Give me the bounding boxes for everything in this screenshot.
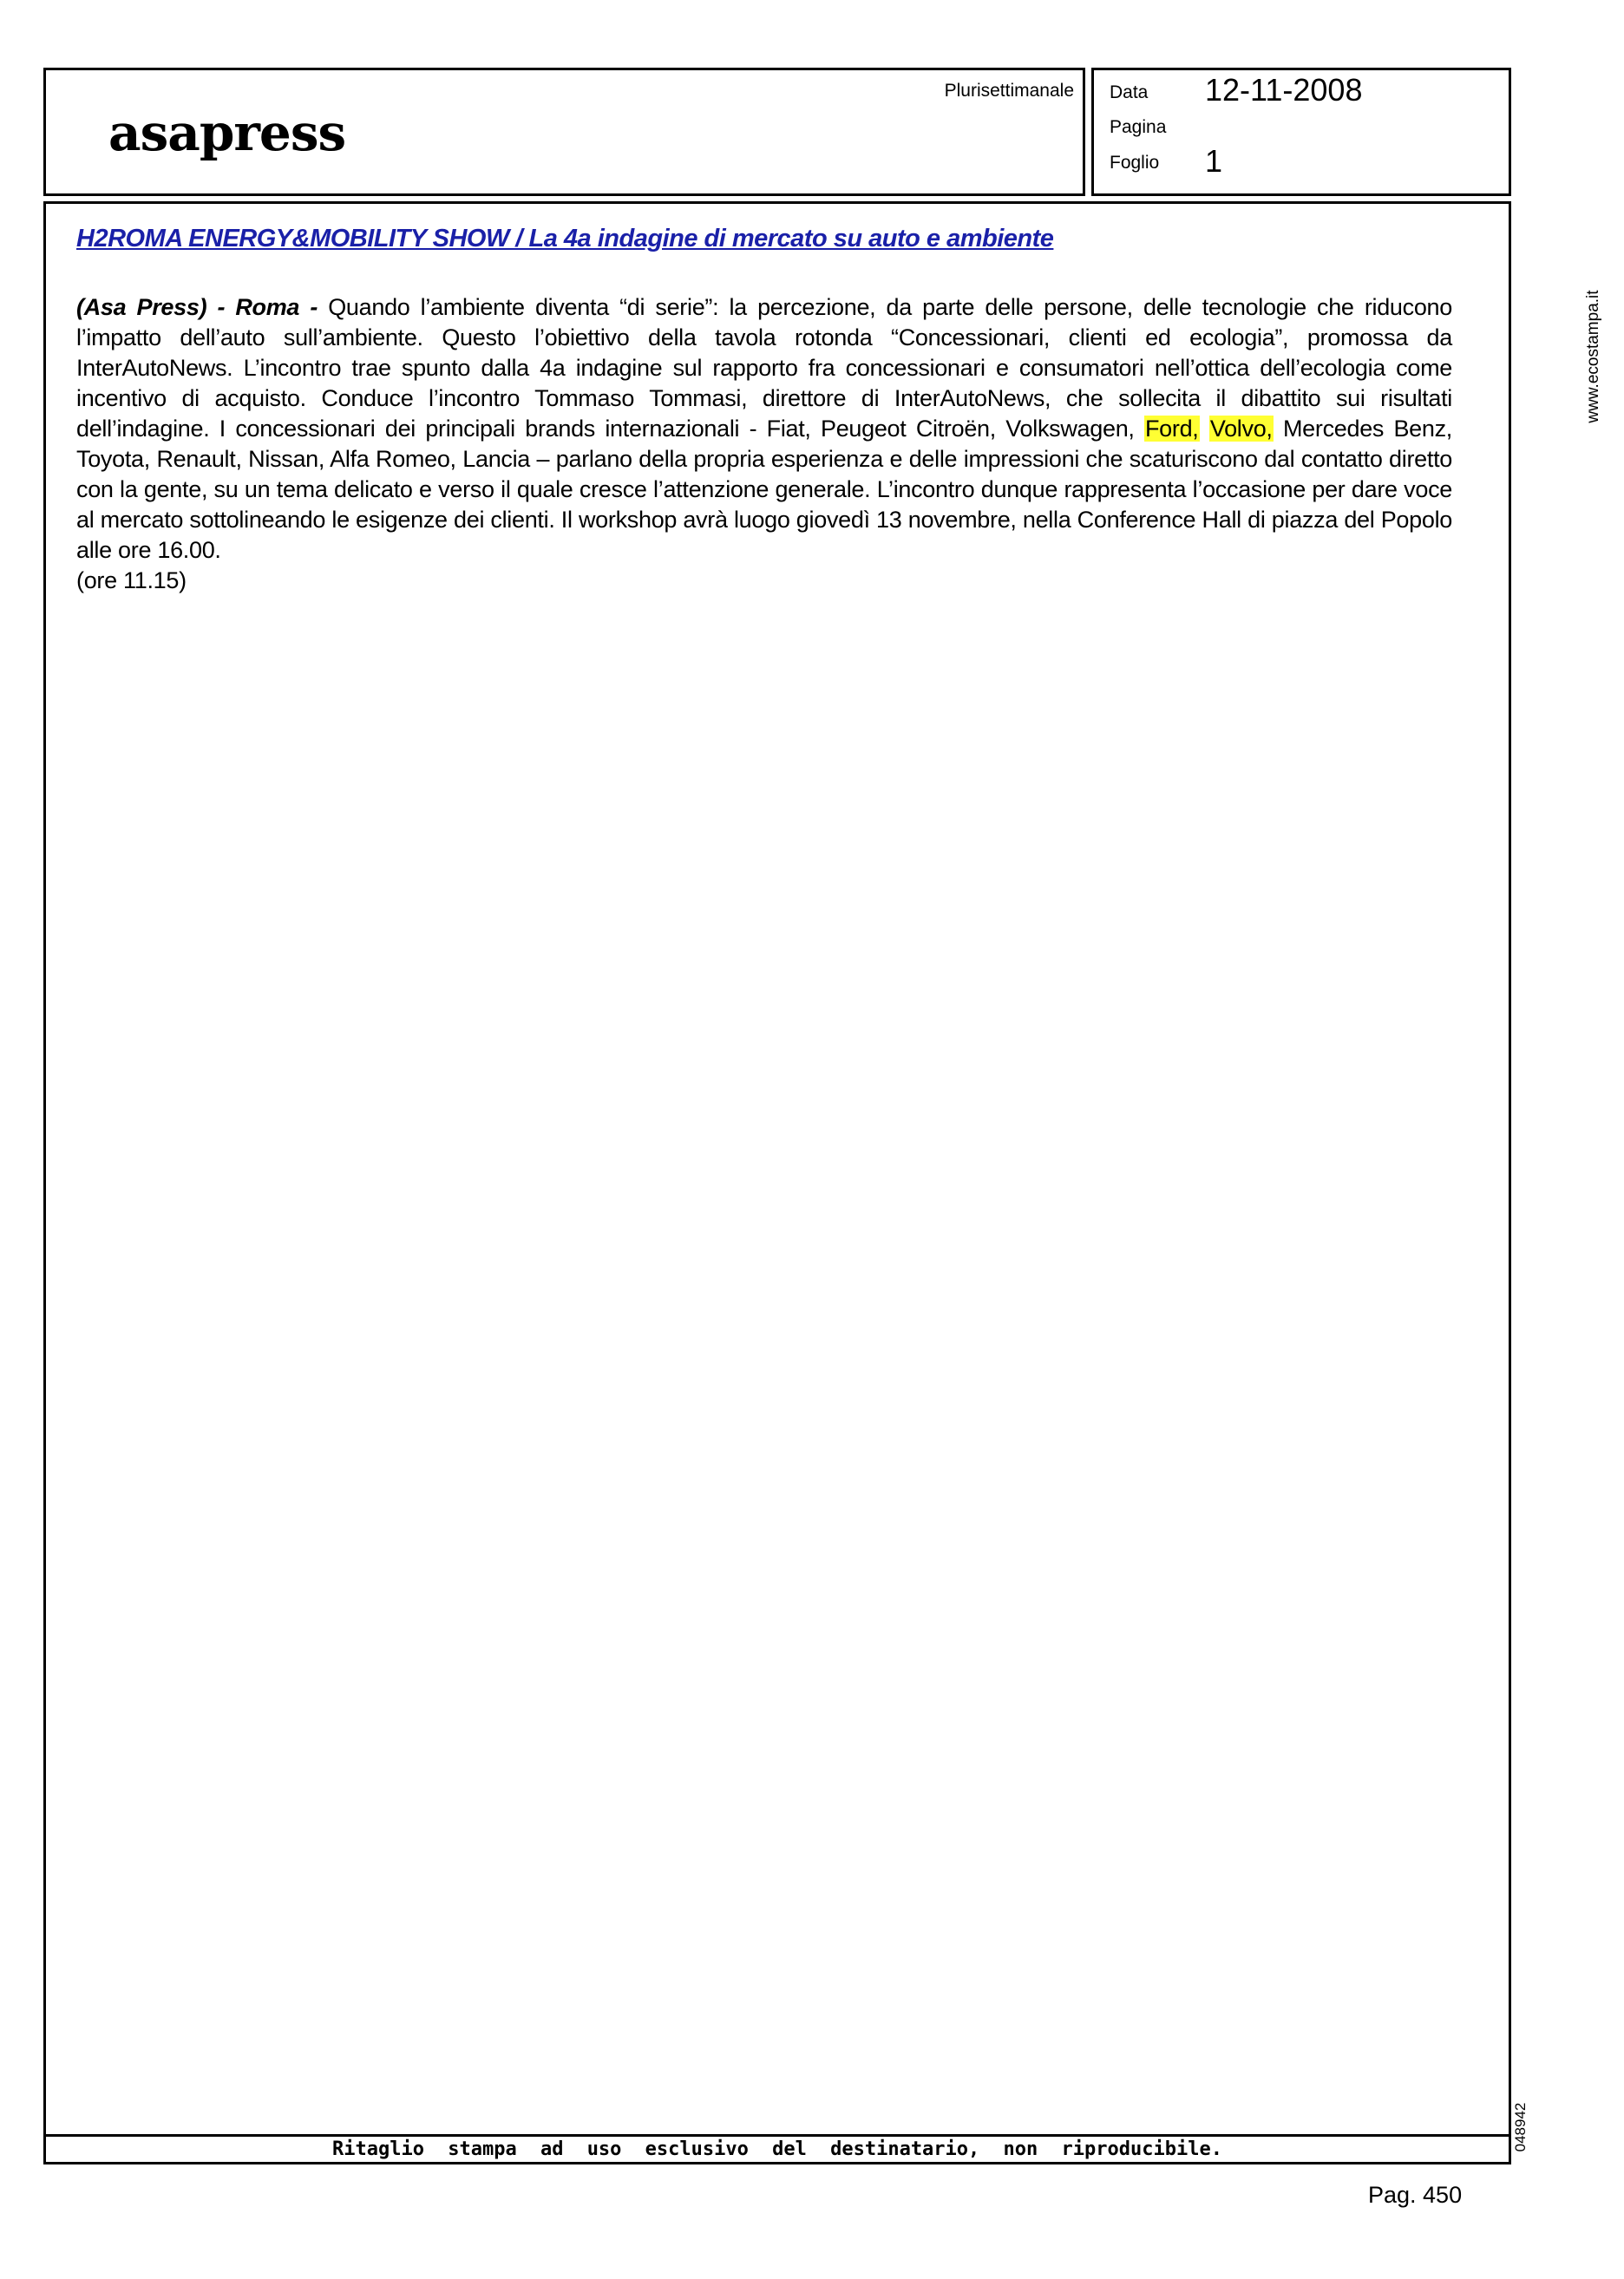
article-body-part1: Quando l’ambiente diventa “di serie”: la percezione, da parte delle persone, delle tecnologie che riducono l’impatto dell’auto sull’ambiente. Questo l’obiettivo della tavola rotonda “Concessionari, clienti ed ecologia”, promossa da InterAutoNews. L’incontro trae spunto dalla 4a indagine sul rapporto fra concessionari e consumatori nell’ottica dell’ecologia come incentivo di acquisto. Conduce l’incontro Tommaso Tommasi, direttore di InterAutoNews, che sollecita il dibattito sui risultati dell’indagine. I concessionari dei principali brands internazionali - Fiat, Peugeot Citroën, Volkswagen, [76, 294, 1452, 442]
highlight-volvo: Volvo, [1209, 416, 1273, 442]
header-masthead [43, 68, 1085, 196]
date-label: Data [1110, 82, 1149, 102]
article-headline[interactable]: H2ROMA ENERGY&MOBILITY SHOW / La 4a indagine di mercato su auto e ambiente [76, 225, 1054, 252]
article-lead: (Asa Press) - Roma - [76, 294, 318, 320]
article-frame [43, 201, 1511, 2164]
side-url: www.ecostampa.it [1584, 290, 1602, 423]
header-meta [1091, 68, 1511, 196]
footer-notice: Ritaglio stampa ad uso esclusivo del destinatario, non riproducibile. [332, 2138, 1222, 2160]
footer-divider [46, 2134, 1509, 2137]
sheet-value: 1 [1205, 143, 1223, 179]
side-code: 048942 [1512, 2102, 1529, 2152]
highlight-ford: Ford, [1144, 416, 1199, 442]
sheet-label: Foglio [1110, 153, 1160, 173]
publication-logo: asapress [108, 103, 346, 162]
page-label: Pagina [1110, 117, 1167, 137]
article-time-note: (ore 11.15) [76, 567, 187, 593]
publication-frequency: Plurisettimanale [944, 81, 1074, 101]
date-value: 12-11-2008 [1205, 72, 1363, 108]
page-number: Pag. 450 [1368, 2182, 1463, 2208]
article-body [76, 292, 1452, 596]
article-body-part2: Mercedes Benz, Toyota, Renault, Nissan, Alfa Romeo, Lancia – parlano della propria esperienza e delle impressioni che scaturiscono dal contatto diretto con la gente, su un tema delicato e verso il quale cresce l’attenzione generale. L’incontro dunque rappresenta l’occasione per dare voce al mercato sottolineando le esigenze dei clienti. Il workshop avrà luogo giovedì 13 novembre, nella Conference Hall di piazza del Popolo alle ore 16.00. [76, 416, 1453, 563]
